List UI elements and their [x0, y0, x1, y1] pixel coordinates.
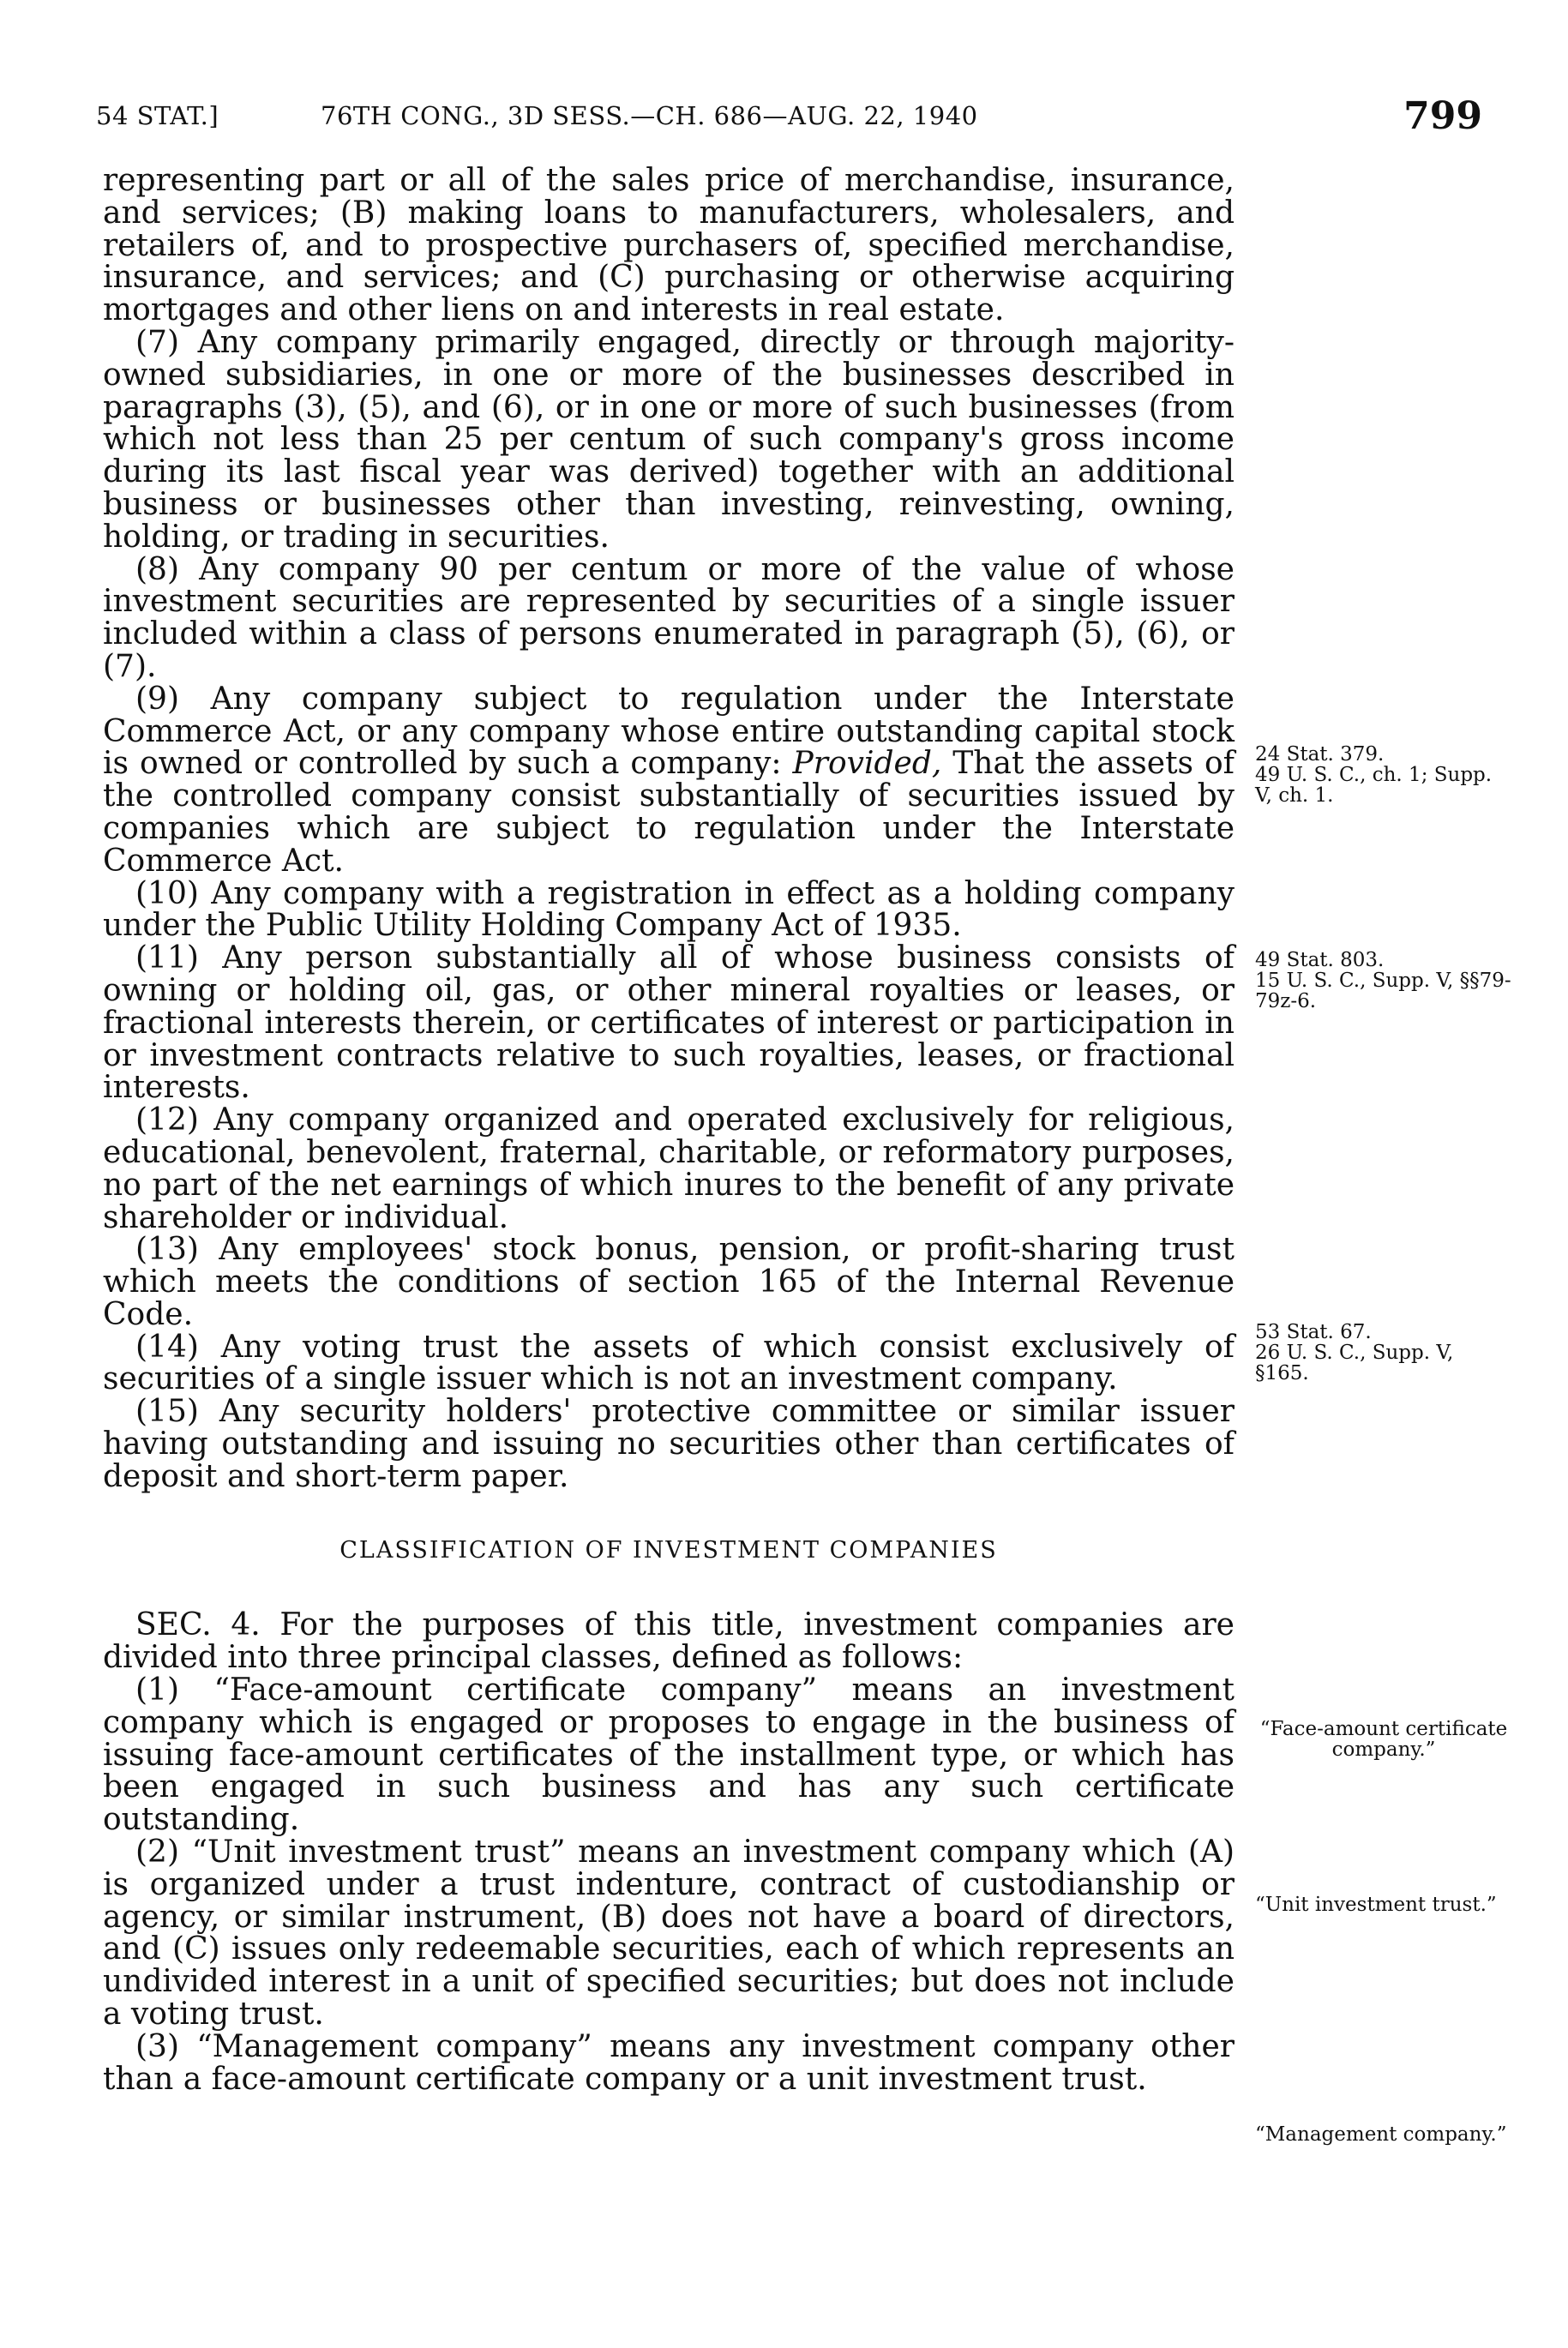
paragraph-11: (11) Any person substantially all of whose business consists of owning or holding oil, gas, or other mineral royalties or leases, or fractional interests therein, or certificates of interest or participation in or investment contracts relative to such royalties, leases, or fractional interests.	[103, 940, 1235, 1106]
paragraph-12: (12) Any company organized and operated exclusively for religious, educational, benevolent, fraternal, charitable, or reformatory purposes, no part of the net earnings of which inures to the benefit of any private shareholder or individual.	[103, 1102, 1235, 1235]
section-heading: CLASSIFICATION OF INVESTMENT COMPANIES	[339, 1536, 998, 1564]
page-number: 799	[1403, 94, 1482, 138]
paragraph-15: (15) Any security holders' protective committee or similar issuer having outstanding and issuing no securities other than certificates of deposit and short-term paper.	[103, 1394, 1235, 1494]
class-3-definition: (3) “Management company” means any investment company other than a face-amount certificate company or a unit investment trust.	[103, 2028, 1235, 2097]
margin-note-interstate-commerce: 24 Stat. 379. 49 U. S. C., ch. 1; Supp. V, ch. 1.	[1255, 743, 1493, 807]
margin-note-public-utility: 49 Stat. 803. 15 U. S. C., Supp. V, §§79-79z-6.	[1255, 949, 1511, 1012]
paragraph-9	[103, 683, 1235, 878]
paragraph-9-start: (9) Any company subject to regulation under the Interstate Commerce Act, or any company whose entire outstanding capital stock is owned or controlled by such a company:	[103, 681, 1235, 782]
paragraph-13: (13) Any employees' stock bonus, pension, or profit-sharing trust which meets the conditions of section 165 of the Internal Revenue Code.	[103, 1232, 1235, 1332]
class-1-definition: (1) “Face-amount certificate company” means an investment company which is engaged or proposes to engage in the business of issuing face-amount certificates of the installment type, or which has been engaged in such business and has any such certificate outstanding.	[103, 1672, 1235, 1838]
margin-note-unit-trust: “Unit investment trust.”	[1255, 1894, 1497, 1916]
section-label: SEC. 4.	[135, 1607, 261, 1643]
paragraph-9-end: That the assets of the controlled company consist substantially of securities issued by companies which are subject to regulation under the Interstate Commerce Act.	[103, 746, 1235, 879]
paragraph-7: (7) Any company primarily engaged, directly or through majority-owned subsidiaries, in one or more of the businesses described in paragraphs (3), (5), and (6), or in one or more of such businesses (from which not less than 25 per centum of such company's gross income during its last fiscal year was derived) together with an additional business or businesses other than investing, reinvesting, owning, holding, or trading in securities.	[103, 324, 1235, 555]
section-4-text: For the purposes of this title, investment companies are divided into three principal classes, defined as follows:	[103, 1607, 1235, 1676]
main-text	[103, 165, 1235, 2095]
paragraph-14: (14) Any voting trust the assets of which consist exclusively of securities of a single issuer which is not an investment company.	[103, 1329, 1235, 1397]
margin-note-management: “Management company.”	[1255, 2123, 1507, 2146]
paragraph-8: (8) Any company 90 per centum or more of the value of whose investment securities are represented by securities of a single issuer included within a class of persons enumerated in paragraph (5), (6), or (7).	[103, 551, 1235, 684]
margin-note-face-amount: “Face-amount certificate company.”	[1259, 1718, 1508, 1761]
class-2-definition: (2) “Unit investment trust” means an investment company which (A) is organized under a trust indenture, contract of custodianship or agency, or similar instrument, (B) does not have a board of directors, and (C) issues only redeemable securities, each of which represents an undivided interest in a unit of specified securities; but does not include a voting trust.	[103, 1835, 1235, 2033]
session-reference: 76TH CONG., 3D SESS.—CH. 686—AUG. 22, 1940	[321, 101, 978, 130]
paragraph-continuation: representing part or all of the sales price of merchandise, insurance, and services; (B) making loans to manufacturers, wholesalers, and retailers of, and to prospective purchasers of, specified merchandise, insurance, and services; and (C) purchasing or otherwise acquiring mortgages and other liens on and interests in real estate.	[103, 163, 1235, 328]
section-4-intro	[103, 1609, 1235, 1674]
page-header	[96, 94, 1482, 146]
margin-note-revenue-code: 53 Stat. 67. 26 U. S. C., Supp. V, §165.	[1255, 1321, 1454, 1384]
proviso-italic: Provided,	[792, 746, 942, 782]
statute-reference: 54 STAT.]	[96, 101, 219, 130]
paragraph-10: (10) Any company with a registration in effect as a holding company under the Public Utility Holding Company Act of 1935.	[103, 875, 1235, 944]
